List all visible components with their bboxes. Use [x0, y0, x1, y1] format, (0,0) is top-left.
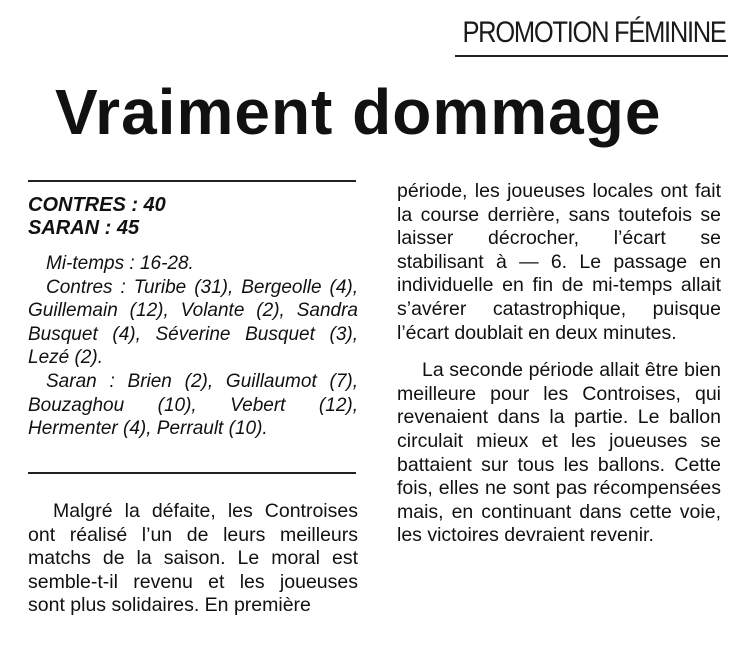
halftime-score: Mi-temps : 16-28.	[46, 253, 194, 274]
headline: Vraiment dommage	[55, 76, 662, 148]
article-paragraph-1-continued: période, les joueuses locales ont fait la course derrière, sans toutefois se laisser décrocher, l’écart se stabilisant à — 6. Le passage en individuelle en fin de mi-temps allait s’avérer catastrophique, puisque l’écart doublait en deux minutes.	[397, 180, 721, 344]
article-column-right	[397, 180, 721, 548]
article-paragraph-2: La seconde période allait être bien meilleure pour les Controises, qui revenaient dans la partie. Le ballon circulait mieux et les joueuses se battaient sur tous les ballons. Cette fois, elles ne sont pas récompensées mais, en continuant dans cette voie, les victoires devraient revenir.	[397, 359, 721, 547]
score-home: CONTRES : 40	[28, 194, 166, 216]
section-rubric: PROMOTION FÉMININE	[462, 16, 726, 49]
article-paragraph-1: Malgré la défaite, les Controises ont réalisé l’un de leurs meilleurs matchs de la saison. Le moral est semble-t-il revenu et les joueuses sont plus solidaires. En première	[28, 500, 358, 617]
contres-scorers: Contres : Turibe (31), Bergeolle (4), Guillemain (12), Volante (2), Sandra Busquet (4), Séverine Busquet (3), Lezé (2).	[28, 276, 358, 369]
rubric-rule	[455, 55, 728, 57]
info-bottom-rule	[28, 472, 356, 474]
score-top-rule	[28, 180, 356, 182]
match-info	[28, 252, 358, 441]
article-column-left	[28, 500, 358, 618]
saran-scorers: Saran : Brien (2), Guillaumot (7), Bouzaghou (10), Vebert (12), Hermenter (4), Perrault (10).	[28, 370, 358, 440]
score-away: SARAN : 45	[28, 217, 140, 239]
